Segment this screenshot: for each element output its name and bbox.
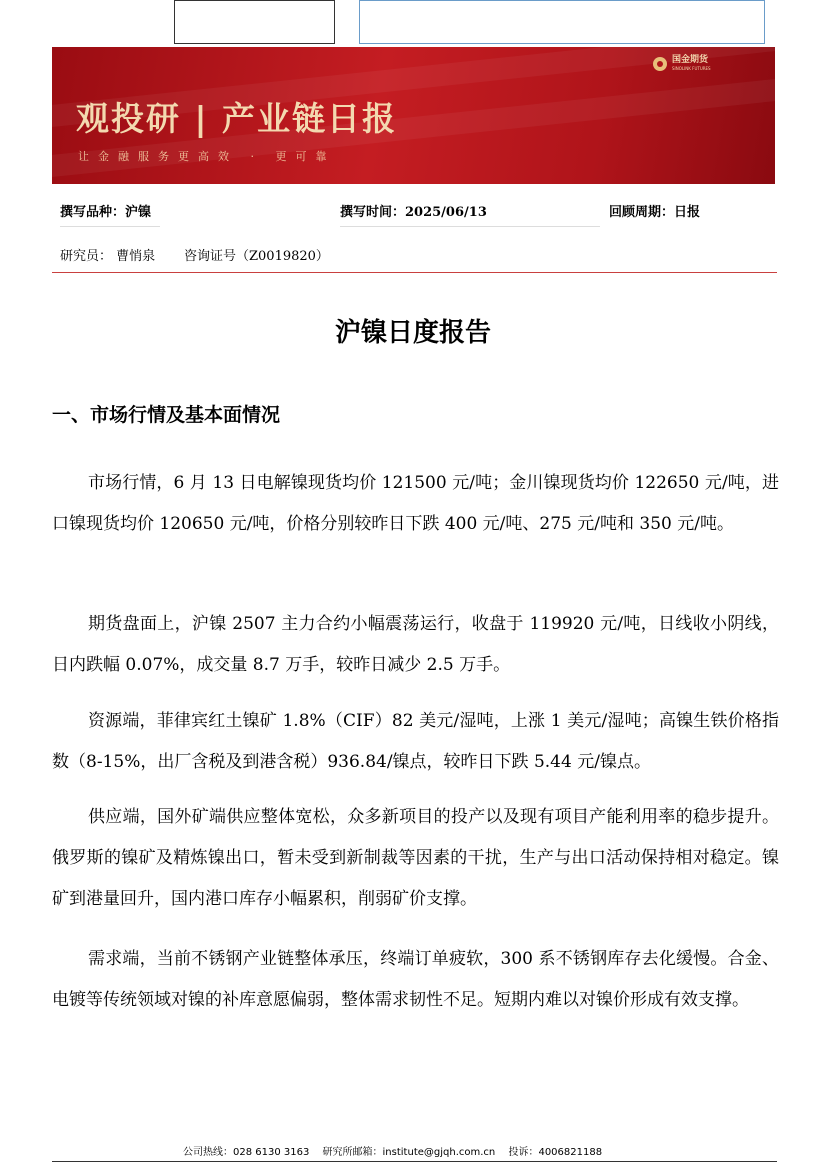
paragraph-supply: 供应端，国外矿端供应整体宽松，众多新项目的投产以及现有项目产能利用率的稳步提升。俄罗斯的镍矿及精炼镍出口，暂未受到新制裁等因素的干扰，生产与出口活动保持相对稳定。镍矿到港量回升，国内港口库存小幅累积，削弱矿价支撑。 <box>52 807 779 909</box>
header-box-right <box>359 0 765 44</box>
meta-variety: 撰写品种：沪镍 <box>60 205 152 220</box>
logo-name: 国金期货 <box>672 55 709 65</box>
report-banner <box>52 47 775 184</box>
meta-researcher: 研究员： 曹悄泉 <box>60 249 156 264</box>
banner-slogan: 让金融服务更高效 · 更可靠 <box>78 150 336 163</box>
meta-license: 咨询证号（Z0019820） <box>184 249 329 264</box>
paragraph-market: 市场行情，6 月 13 日电解镍现货均价 121500 元/吨；金川镍现货均价 122650 元/吨，进口镍现货均价 120650 元/吨，价格分别较昨日下跌 400 元/吨、275 元/吨和 350 元/吨。 <box>52 473 779 534</box>
footer-email: 研究所邮箱：institute@gjqh.com.cn <box>322 1147 496 1158</box>
footer <box>183 1143 612 1158</box>
section-heading: 一、市场行情及基本面情况 <box>52 404 281 426</box>
paragraph-futures: 期货盘面上，沪镍 2507 主力合约小幅震荡运行，收盘于 119920 元/吨，日线收小阴线，日内跌幅 0.07%，成交量 8.7 万手，较昨日减少 2.5 万手。 <box>52 614 779 675</box>
meta-underline <box>60 226 160 227</box>
meta-underline <box>340 226 600 227</box>
logo-name-en: SINOLINK FUTURES <box>672 66 711 71</box>
logo-mark-icon <box>653 57 667 71</box>
meta-period: 回顾周期：日报 <box>609 205 701 220</box>
paragraph-demand: 需求端，当前不锈钢产业链整体承压，终端订单疲软，300 系不锈钢库存去化缓慢。合金、电镀等传统领域对镍的补库意愿偏弱，整体需求韧性不足。短期内难以对镍价形成有效支撑。 <box>52 949 779 1010</box>
footer-complaint: 投诉：4006821188 <box>508 1147 603 1158</box>
page-title: 沪镍日度报告 <box>334 318 491 348</box>
banner-title: 观投研 | 产业链日报 <box>76 99 398 138</box>
header-box-left <box>174 0 335 44</box>
footer-divider <box>52 1161 777 1162</box>
header-divider <box>52 272 777 273</box>
paragraph-resource: 资源端，菲律宾红土镍矿 1.8%（CIF）82 美元/湿吨，上涨 1 美元/湿吨；高镍生铁价格指数（8-15%，出厂含税及到港含税）936.84/镍点，较昨日下跌 5.44 元/镍点。 <box>52 711 779 772</box>
footer-hotline: 公司热线：028 6130 3163 <box>183 1147 310 1158</box>
meta-time: 撰写时间：2025/06/13 <box>340 205 487 220</box>
company-logo <box>653 56 711 71</box>
